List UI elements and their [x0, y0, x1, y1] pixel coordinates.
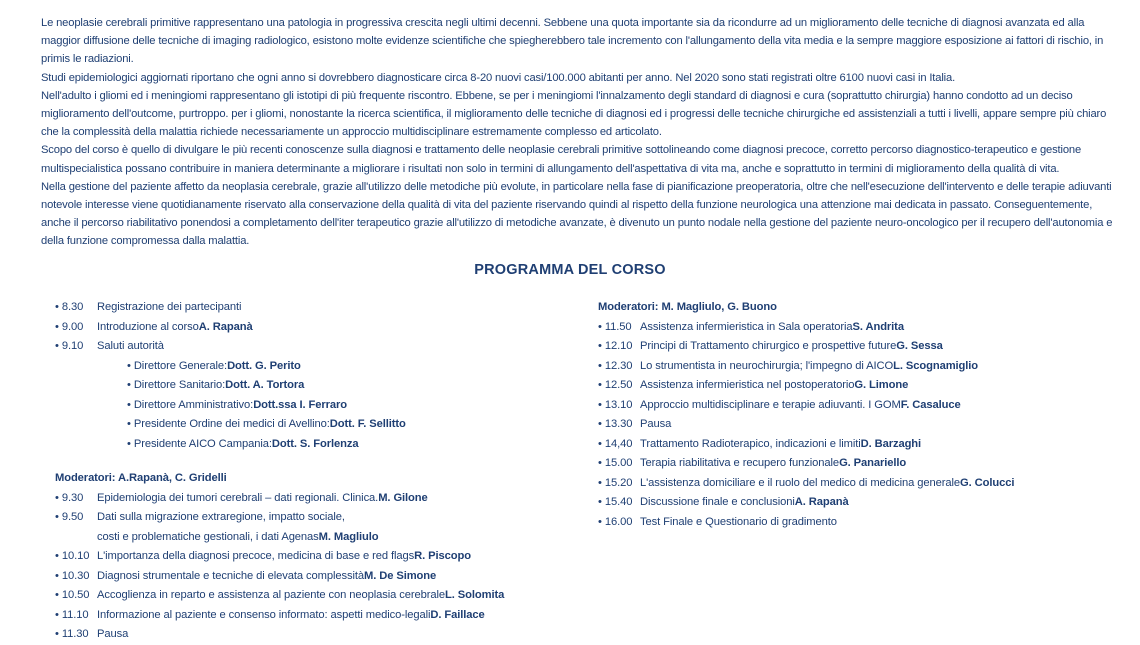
speaker-name: Dott. F. Sellitto: [329, 418, 406, 430]
schedule-row: [598, 435, 1118, 455]
speaker-name: M. Magliulo: [318, 530, 379, 543]
intro-paragraph: Studi epidemiologici aggiornati riportano che ogni anno si dovrebbero diagnosticare circa 8-20 nuovi casi/100.000 abitanti per anno. Nel 2020 sono stati registrati oltre 6100 nuovi casi in Italia.: [41, 71, 956, 84]
moderators-label: Moderatori:: [598, 301, 662, 313]
schedule-time: • 9.00: [55, 318, 97, 338]
schedule-time: • 11.10: [55, 606, 97, 626]
authority-row: [55, 376, 575, 396]
schedule-row: [55, 528, 575, 548]
schedule-topic: Saluti autorità: [97, 340, 164, 352]
schedule-row: [55, 606, 575, 626]
schedule-topic: Discussione finale e conclusioni: [640, 496, 795, 508]
intro-paragraph: Scopo del corso è quello di divulgare le più recenti conoscenze sulla diagnosi e trattamento delle neoplasie cerebrali primitive sottolineando come diagnosi precoce, corretto percorso diagnostico-terapeutico e gestione multispecialistica possano contribuire in maniera determinante a migliorare i risultati non solo in termini di allungamento dell'aspettativa di vita ma, anche e soprattutto in termini di miglioramento della qualità di vita.: [41, 144, 1082, 175]
speaker-name: D. Barzaghi: [860, 437, 922, 450]
speaker-name: A. Rapanà: [794, 496, 849, 508]
speaker-name: G. Colucci: [960, 476, 1015, 489]
schedule-row: [598, 357, 1118, 377]
schedule-row: [55, 337, 575, 357]
schedule-topic: Principi di Trattamento chirurgico e prospettive future: [640, 340, 897, 352]
schedule-topic: Pausa: [640, 418, 672, 430]
schedule-row: [55, 547, 575, 567]
schedule-row: [598, 493, 1118, 513]
authorities-list: [55, 357, 575, 455]
authority-role: • Direttore Sanitario:: [127, 376, 225, 396]
speaker-name: Dott.ssa I. Ferraro: [253, 398, 348, 411]
schedule-topic: Introduzione al corso: [97, 320, 199, 333]
schedule-topic: Epidemiologia dei tumori cerebrali – dati regionali. Clinica.: [97, 491, 379, 504]
schedule-topic: Informazione al paziente e consenso informato: aspetti medico-legali: [97, 608, 431, 621]
schedule-time: • 13.10: [598, 396, 640, 416]
schedule-row: [598, 376, 1118, 396]
authority-role: • Presidente AICO Campania:: [127, 435, 272, 455]
schedule-topic: Trattamento Radioterapico, indicazioni e limiti: [640, 437, 861, 450]
schedule-topic: L'importanza della diagnosi precoce, medicina di base e red flags: [97, 550, 415, 562]
schedule-time: • 10.10: [55, 547, 97, 567]
schedule-time: • 12.30: [598, 357, 640, 377]
speaker-name: S. Andrita: [852, 320, 904, 333]
authority-row: [55, 396, 575, 416]
schedule-time: • 11.30: [55, 625, 97, 645]
moderators-line: [55, 469, 575, 489]
morning-session: [55, 489, 575, 645]
speaker-name: L. Solomita: [445, 589, 505, 601]
speaker-name: A. Rapanà: [198, 320, 253, 333]
schedule-topic: Approccio multidisciplinare e terapie adiuvanti. I GOM: [640, 398, 901, 411]
schedule-topic: Dati sulla migrazione extraregione, impatto sociale,: [97, 511, 345, 523]
schedule-topic: costi e problematiche gestionali, i dati Agenas: [97, 530, 319, 543]
schedule-row: [598, 474, 1118, 494]
authority-role: • Direttore Generale:: [127, 357, 227, 377]
schedule-row: [598, 318, 1118, 338]
schedule-time: • 9.50: [55, 508, 97, 528]
schedule-time: • 15.40: [598, 493, 640, 513]
moderators-names: A.Rapanà, C. Gridelli: [118, 472, 227, 484]
schedule-row: [598, 415, 1118, 435]
schedule-time: • 10.30: [55, 567, 97, 587]
schedule-row: [598, 337, 1118, 357]
schedule-topic: Assistenza infermieristica in Sala operatoria: [640, 320, 853, 333]
speaker-name: G. Limone: [854, 379, 909, 391]
schedule-time: • 11.50: [598, 318, 640, 338]
schedule-topic: Registrazione dei partecipanti: [97, 301, 242, 313]
schedule-time: • 14,40: [598, 435, 640, 455]
schedule-topic: Assistenza infermieristica nel postoperatorio: [640, 379, 855, 391]
program-column-right: [598, 298, 1118, 532]
schedule-row: [598, 396, 1118, 416]
schedule-topic: Test Finale e Questionario di gradimento: [640, 515, 837, 528]
authority-row: [55, 357, 575, 377]
speaker-name: R. Piscopo: [414, 550, 471, 562]
schedule-topic: Diagnosi strumentale e tecniche di elevata complessità: [97, 569, 364, 582]
schedule-row: [598, 454, 1118, 474]
speaker-name: M. Gilone: [378, 491, 428, 504]
schedule-topic: Lo strumentista in neurochirurgia; l'impegno di AICO: [640, 359, 894, 372]
schedule-time: • 9.10: [55, 337, 97, 357]
speaker-name: M. De Simone: [363, 569, 437, 582]
speaker-name: F. Casaluce: [900, 398, 961, 411]
schedule-time: • 15.00: [598, 454, 640, 474]
speaker-name: D. Faillace: [430, 608, 485, 621]
program-column-left: [55, 298, 575, 645]
schedule-row: [55, 508, 575, 528]
speaker-name: L. Scognamiglio: [893, 359, 979, 372]
schedule-time: • 12.50: [598, 376, 640, 396]
schedule-topic: Accoglienza in reparto e assistenza al paziente con neoplasia cerebrale: [97, 589, 446, 601]
speaker-name: G. Panariello: [839, 457, 907, 469]
schedule-row: [55, 586, 575, 606]
speaker-name: Dott. A. Tortora: [225, 379, 305, 391]
schedule-time: • 8.30: [55, 298, 97, 318]
schedule-time: • 16.00: [598, 513, 640, 533]
spacer: [55, 454, 575, 469]
schedule-row: [55, 489, 575, 509]
schedule-time: • 13.30: [598, 415, 640, 435]
program-title: PROGRAMMA DEL CORSO: [474, 262, 666, 278]
moderators-label: Moderatori:: [55, 472, 119, 484]
schedule-time: • 10.50: [55, 586, 97, 606]
intro-paragraph: Le neoplasie cerebrali primitive rappresentano una patologia in progressiva crescita negli ultimi decenni. Sebbene una quota importante sia da ricondurre ad un miglioramento delle tecniche di diagnosi avanzata ed alla maggior diffusione delle tecniche di imaging radiologico, esistono molte evidenze scientifiche che spiegherebbero tale incremento con l'allungamento della vita media e la sempre maggiore esposizione ai fattori di rischio, in primis le radiazioni.: [41, 17, 1104, 66]
schedule-topic: Pausa: [97, 628, 129, 640]
intro-text: [41, 14, 1115, 251]
schedule-time: • 9.30: [55, 489, 97, 509]
schedule-time: • 15.20: [598, 474, 640, 494]
schedule-row: [55, 625, 575, 645]
moderators-names: M. Magliulo, G. Buono: [661, 301, 777, 313]
intro-paragraph: Nella gestione del paziente affetto da neoplasia cerebrale, grazie all'utilizzo delle metodiche più evolute, in particolare nella fase di pianificazione preoperatoria, oltre che nell'esecuzione dell'intervento e delle terapie adiuvanti notevole interesse viene quotidianamente riservato alla conservazione della qualità di vita del paziente riservando quindi al rispetto della funzione neurologica una attenzione mai dedicata in passato. Conseguentemente, anche il percorso riabilitativo ponendosi a completamento dell'iter terapeutico grazie all'utilizzo di metodiche avanzate, è divenuto un punto nodale nella gestione del paziente neuro-oncologico per il recupero dell'autonomia e della funzione compromessa dalla malattia.: [41, 180, 1113, 248]
schedule-row: [55, 298, 575, 318]
authority-row: [55, 435, 575, 455]
schedule-row: [598, 513, 1118, 533]
opening-session: [55, 298, 575, 357]
speaker-name: Dott. G. Perito: [227, 359, 301, 372]
authority-role: • Presidente Ordine dei medici di Avellino:: [127, 415, 330, 435]
schedule-time: • 12.10: [598, 337, 640, 357]
speaker-name: G. Sessa: [896, 340, 943, 352]
authority-row: [55, 415, 575, 435]
schedule-topic: L'assistenza domiciliare e il ruolo del medico di medicina generale: [640, 476, 961, 489]
speaker-name: Dott. S. Forlenza: [271, 437, 359, 450]
moderators-line: [598, 298, 1118, 318]
afternoon-session: [598, 318, 1118, 533]
intro-paragraph: Nell'adulto i gliomi ed i meningiomi rappresentano gli istotipi di più frequente riscontro. Ebbene, se per i meningiomi l'innalzamento degli standard di diagnosi e cura (soprattutto chirurgia) hanno condotto ad un deciso miglioramento dell'outcome, purtroppo. per i gliomi, nonostante la ricerca scientifica, il miglioramento delle tecniche di diagnosi ed i progressi delle tecniche chirurgiche ed assistenziali a tutti i livelli, appare sempre più chiaro che la complessità della malattia richiede necessariamente un approccio multidisciplinare estremamente complesso ed articolato.: [41, 89, 1107, 139]
authority-role: • Direttore Amministrativo:: [127, 396, 253, 416]
schedule-row: [55, 567, 575, 587]
schedule-row: [55, 318, 575, 338]
schedule-topic: Terapia riabilitativa e recupero funzionale: [640, 457, 840, 469]
